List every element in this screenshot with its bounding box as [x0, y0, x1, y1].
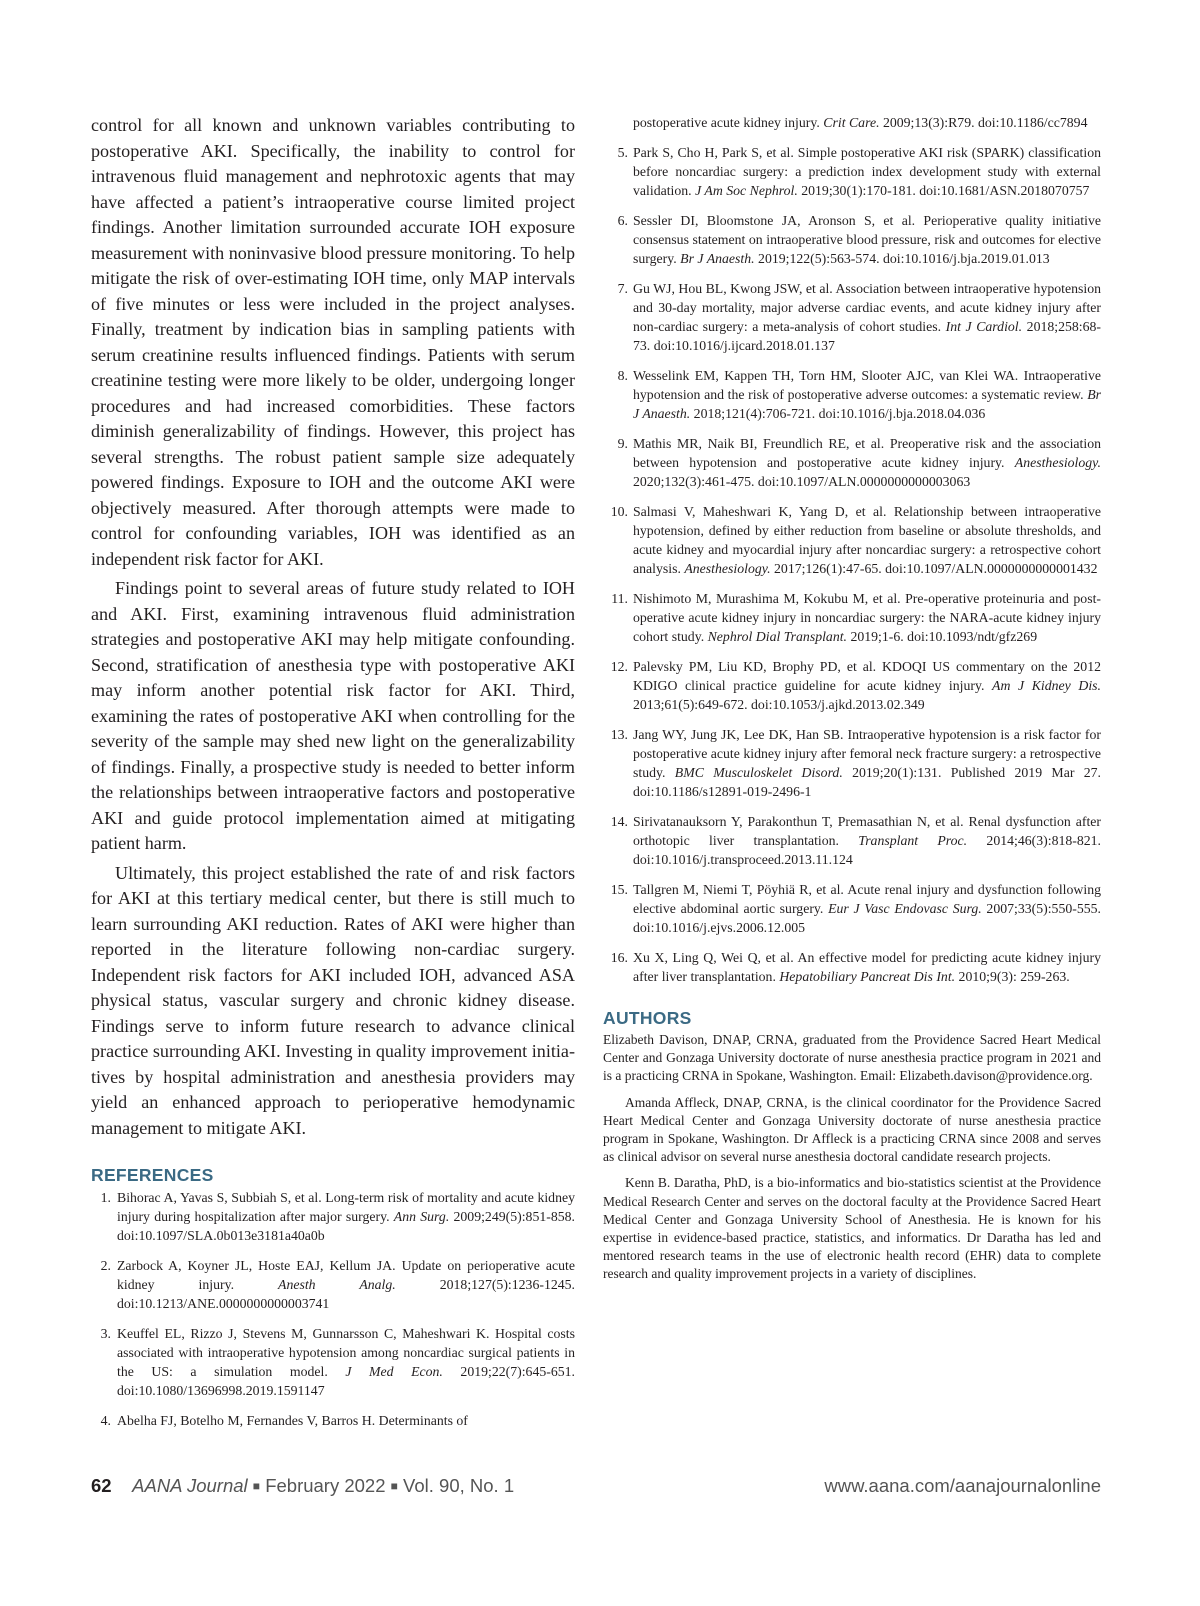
- reference-item: [603, 725, 1101, 801]
- reference-number: 12.: [610, 659, 628, 674]
- reference-item: [91, 1411, 575, 1430]
- reference-citation: 2019;30(1):170-181. doi:10.1681/ASN.2018070757: [797, 183, 1090, 198]
- reference-text: postoperative acute kidney injury.: [633, 115, 824, 130]
- reference-text: Nishimoto M, Murashima M, Kokubu M, et al. Pre-operative proteinuria and post-operative acute kidney injury in noncardiac surgery: the NARA-acute kidney injury cohort study.: [633, 591, 1101, 644]
- reference-citation: 2017;126(1):47-65. doi:10.1097/ALN.0000000000001432: [770, 561, 1098, 576]
- reference-item: [603, 948, 1101, 986]
- reference-text: Xu X, Ling Q, Wei Q, et al. An effective model for predicting acute kidney injury after liver transplantation.: [633, 950, 1101, 984]
- separator-icon: ■: [390, 1479, 398, 1493]
- reference-text: Palevsky PM, Liu KD, Brophy PD, et al. KDOQI US commentary on the 2012 KDIGO clinical practice guideline for acute kidney injury.: [633, 659, 1101, 693]
- reference-item: [603, 113, 1101, 132]
- page-number: 62: [91, 1475, 112, 1496]
- reference-journal: Ann Surg.: [393, 1209, 450, 1224]
- reference-journal: Hepatobiliary Pancreat Dis Int.: [779, 969, 956, 984]
- reference-item: [91, 1324, 575, 1400]
- reference-number: 6.: [617, 213, 628, 228]
- author-bio: Amanda Affleck, DNAP, CRNA, is the clinical coordinator for the Providence Sacred Heart Medical Center and Gonzaga University doctorate of nurse anesthesia practice program in Spokane, Washington. Dr Affleck is a practicing CRNA since 2008 and serves as clinical advisor on several nurse anesthesia doctoral candidate research projects.: [603, 1094, 1101, 1165]
- reference-text: Zarbock A, Koyner JL, Hoste EAJ, Kellum JA. Update on perioperative acute kidney injury.: [117, 1258, 575, 1292]
- reference-text: Wesselink EM, Kappen TH, Torn HM, Slooter AJC, van Klei WA. Intraoperative hypotension and the risk of postoperative adverse outcomes: a systematic review.: [633, 368, 1101, 402]
- reference-item: [603, 211, 1101, 268]
- journal-name: AANA Journal: [132, 1475, 248, 1496]
- body-paragraph: Findings point to several areas of future study related to IOH and AKI. First, examining intravenous fluid administration strategies and postoperative AKI may help mitigate confounding. Second, stratification of anesthesia type with postoperative AKI may inform another potential risk factor for AKI. Third, examining the rates of postoperative AKI when controlling for the severity of the sample may shed new light on the generalizability of findings. Finally, a prospective study is needed to better inform the relationships between intraoperative factors and postoperative AKI and guide protocol implementation aimed at mitigating patient harm.: [91, 578, 575, 853]
- reference-citation: 2014;46(3):818-821. doi:10.1016/j.transproceed.2013.11.124: [633, 833, 1101, 867]
- reference-number: 3.: [100, 1326, 111, 1341]
- reference-number: 7.: [617, 281, 628, 296]
- reference-text: Sirivatanauksorn Y, Parakonthun T, Premasathian N, et al. Renal dysfunction after orthotopic liver transplantation.: [633, 814, 1101, 848]
- author-bio: Kenn B. Daratha, PhD, is a bio-informatics and bio-statistics scientist at the Providence Medical Research Center and serves on the doctoral faculty at the Providence Sacred Heart Medical Center and Gonzaga University School of Anesthesia. He is known for his expertise in evidence-based practice, statistics, and informatics. Dr Daratha has led and mentored research teams in the use of electronic health record (EHR) data to complete research and quality improvement projects in a variety of disciplines.: [603, 1175, 1101, 1282]
- footer-citation: [91, 1475, 514, 1497]
- volume-info: Vol. 90, No. 1: [403, 1475, 515, 1496]
- reference-journal: Crit Care.: [823, 115, 880, 130]
- reference-number: 14.: [610, 814, 628, 829]
- reference-number: 9.: [617, 436, 628, 451]
- reference-item: [603, 279, 1101, 355]
- reference-journal: Br J Anaesth.: [633, 387, 1101, 421]
- reference-text: Keuffel EL, Rizzo J, Stevens M, Gunnarsson C, Maheshwari K. Hospital costs associated with intraoperative hypotension among noncardiac surgical patients in the US: a simulation model.: [117, 1326, 575, 1379]
- reference-citation: 2009;13(3):R79. doi:10.1186/cc7894: [879, 115, 1088, 130]
- reference-item: [91, 1256, 575, 1313]
- reference-text: Tallgren M, Niemi T, Pöyhiä R, et al. Acute renal injury and dysfunction following elective abdominal aortic surgery.: [633, 882, 1101, 916]
- journal-url[interactable]: www.aana.com/aanajournalonline: [824, 1475, 1101, 1496]
- reference-number: 5.: [617, 145, 628, 160]
- references-heading: REFERENCES: [91, 1165, 214, 1185]
- reference-text: Salmasi V, Maheshwari K, Yang D, et al. Relationship between intraoperative hypotension, defined by either reduction from baseline or absolute thresholds, and acute kidney and myocardial injury after noncardiac surgery: a retrospective cohort analysis.: [633, 504, 1101, 576]
- reference-citation: 2019;1-6. doi:10.1093/ndt/gfz269: [847, 629, 1038, 644]
- reference-item: [603, 502, 1101, 578]
- issue-date: February 2022: [265, 1475, 386, 1496]
- reference-list: [91, 1188, 575, 1430]
- reference-journal: J Am Soc Nephrol.: [695, 183, 798, 198]
- reference-list: [603, 113, 1101, 986]
- reference-item: [603, 880, 1101, 937]
- author-bio: Elizabeth Davison, DNAP, CRNA, graduated from the Providence Sacred Heart Medical Center and Gonzaga University doctorate of nurse anesthesia practice program in 2021 and is a practicing CRNA in Spokane, Washington. Email: Elizabeth.davison@providence.org.: [603, 1032, 1101, 1084]
- reference-number: 4.: [100, 1413, 111, 1428]
- reference-journal: Nephrol Dial Transplant.: [707, 629, 848, 644]
- body-paragraph: control for all known and unknown variables contributing to postoperative AKI. Specifically, the inability to control for intravenous fluid management and nephrotoxic agents that may have affected a patient’s intraoperative course limited project findings. Another limitation surrounded accurate IOH exposure measurement with noninvasive blood pressure monitoring. To help mitigate the risk of over-estimating IOH time, only MAP intervals of five minutes or less were included in the project analyses. Finally, treatment by indication bias in sampling patients with serum creatinine results influenced findings. Patients with serum creatinine testing were more likely to be older, undergoing longer procedures and had increased comorbidities. These factors diminish generalizability of findings. However, this project has several strengths. The robust patient sample size adequately powered findings. Exposure to IOH and the outcome AKI were objectively measured. After thorough attempts were made to control for confounding variables, IOH was identified as an independent risk factor for AKI.: [91, 115, 575, 569]
- reference-number: 15.: [610, 882, 628, 897]
- reference-journal: Int J Cardiol.: [945, 319, 1023, 334]
- reference-number: 8.: [617, 368, 628, 383]
- reference-citation: 2010;9(3): 259-263.: [955, 969, 1070, 984]
- reference-journal: Am J Kidney Dis.: [992, 678, 1101, 693]
- reference-text: Gu WJ, Hou BL, Kwong JSW, et al. Association between intraoperative hypotension and 30-day mortality, major adverse cardiac events, and acute kidney injury after non-cardiac surgery: a meta-analysis of cohort studies.: [633, 281, 1101, 334]
- reference-citation: 2009;249(5):851-858. doi:10.1097/SLA.0b013e3181a40a0b: [117, 1209, 575, 1243]
- reference-text: Sessler DI, Bloomstone JA, Aronson S, et al. Perioperative quality initiative consensus statement on intraoperative blood pressure, risk and outcomes for elective surgery.: [633, 213, 1101, 266]
- reference-item: [603, 366, 1101, 423]
- reference-citation: 2019;22(7):645-651. doi:10.1080/13696998.2019.1591147: [117, 1364, 575, 1398]
- reference-citation: 2007;33(5):550-555. doi:10.1016/j.ejvs.2006.12.005: [633, 901, 1101, 935]
- reference-journal: Br J Anaesth.: [680, 251, 755, 266]
- reference-journal: Eur J Vasc Endovasc Surg.: [828, 901, 982, 916]
- reference-citation: 2019;20(1):131. Published 2019 Mar 27. doi:10.1186/s12891-019-2496-1: [633, 765, 1101, 799]
- reference-item: [603, 143, 1101, 200]
- reference-citation: 2019;122(5):563-574. doi:10.1016/j.bja.2019.01.013: [754, 251, 1050, 266]
- reference-citation: 2018;258:68-73. doi:10.1016/j.ijcard.2018.01.137: [633, 319, 1102, 353]
- reference-number: 2.: [100, 1258, 111, 1273]
- reference-number: 1.: [100, 1190, 111, 1205]
- reference-item: [603, 657, 1101, 714]
- authors-section: [603, 1031, 1101, 1284]
- reference-text: Jang WY, Jung JK, Lee DK, Han SB. Intraoperative hypotension is a risk factor for postoperative acute kidney injury after femoral neck fracture surgery: a retrospective study.: [633, 727, 1101, 780]
- reference-journal: BMC Musculoskelet Disord.: [674, 765, 843, 780]
- reference-journal: Anesthesiology.: [684, 561, 771, 576]
- reference-journal: Transplant Proc.: [858, 833, 968, 848]
- reference-journal: J Med Econ.: [345, 1364, 443, 1379]
- reference-journal: Anesth Analg.: [278, 1277, 396, 1292]
- reference-number: 13.: [610, 727, 628, 742]
- left-column: [91, 113, 575, 1430]
- reference-journal: Anesthesiology.: [1014, 455, 1101, 470]
- reference-item: [603, 589, 1101, 646]
- reference-item: [603, 434, 1101, 491]
- reference-number: 11.: [611, 591, 628, 606]
- reference-item: [603, 812, 1101, 869]
- reference-citation: 2018;127(5):1236-1245. doi:10.1213/ANE.0000000000003741: [117, 1277, 575, 1311]
- reference-text: Abelha FJ, Botelho M, Fernandes V, Barros H. Determinants of: [117, 1413, 468, 1428]
- reference-number: 16.: [610, 950, 628, 965]
- reference-text: Bihorac A, Yavas S, Subbiah S, et al. Long-term risk of mortality and acute kidney injury during hospitalization after major surgery.: [117, 1190, 575, 1224]
- body-paragraph: Ultimately, this project established the rate of and risk factors for AKI at this tertiary medical center, but there is still much to learn surrounding AKI reduction. Rates of AKI were higher than reported in the literature following non-cardiac surgery. Independent risk factors for AKI included IOH, advanced ASA physical status, vascular surgery and chronic kidney disease. Findings serve to inform future research to advance clinical practice surrounding AKI. Investing in quality improvement initiatives by hospital administration and anesthesia providers may yield an enhanced approach to perioperative hemodynamic management to mitigate AKI.: [91, 862, 575, 1138]
- right-column: [603, 113, 1101, 1284]
- reference-item: [91, 1188, 575, 1245]
- reference-text: Mathis MR, Naik BI, Freundlich RE, et al. Preoperative risk and the association between hypotension and postoperative acute kidney injury.: [633, 436, 1101, 470]
- reference-text: Park S, Cho H, Park S, et al. Simple postoperative AKI risk (SPARK) classification before noncardiac surgery: a prediction index development study with external validation.: [633, 145, 1101, 198]
- reference-citation: 2013;61(5):649-672. doi:10.1053/j.ajkd.2013.02.349: [633, 697, 925, 712]
- page-footer: [91, 1475, 1101, 1499]
- reference-citation: 2018;121(4):706-721. doi:10.1016/j.bja.2018.04.036: [690, 406, 986, 421]
- reference-number: 10.: [610, 504, 628, 519]
- authors-heading: AUTHORS: [603, 1008, 692, 1028]
- separator-icon: ■: [252, 1479, 261, 1493]
- reference-citation: 2020;132(3):461-475. doi:10.1097/ALN.0000000000003063: [633, 474, 971, 489]
